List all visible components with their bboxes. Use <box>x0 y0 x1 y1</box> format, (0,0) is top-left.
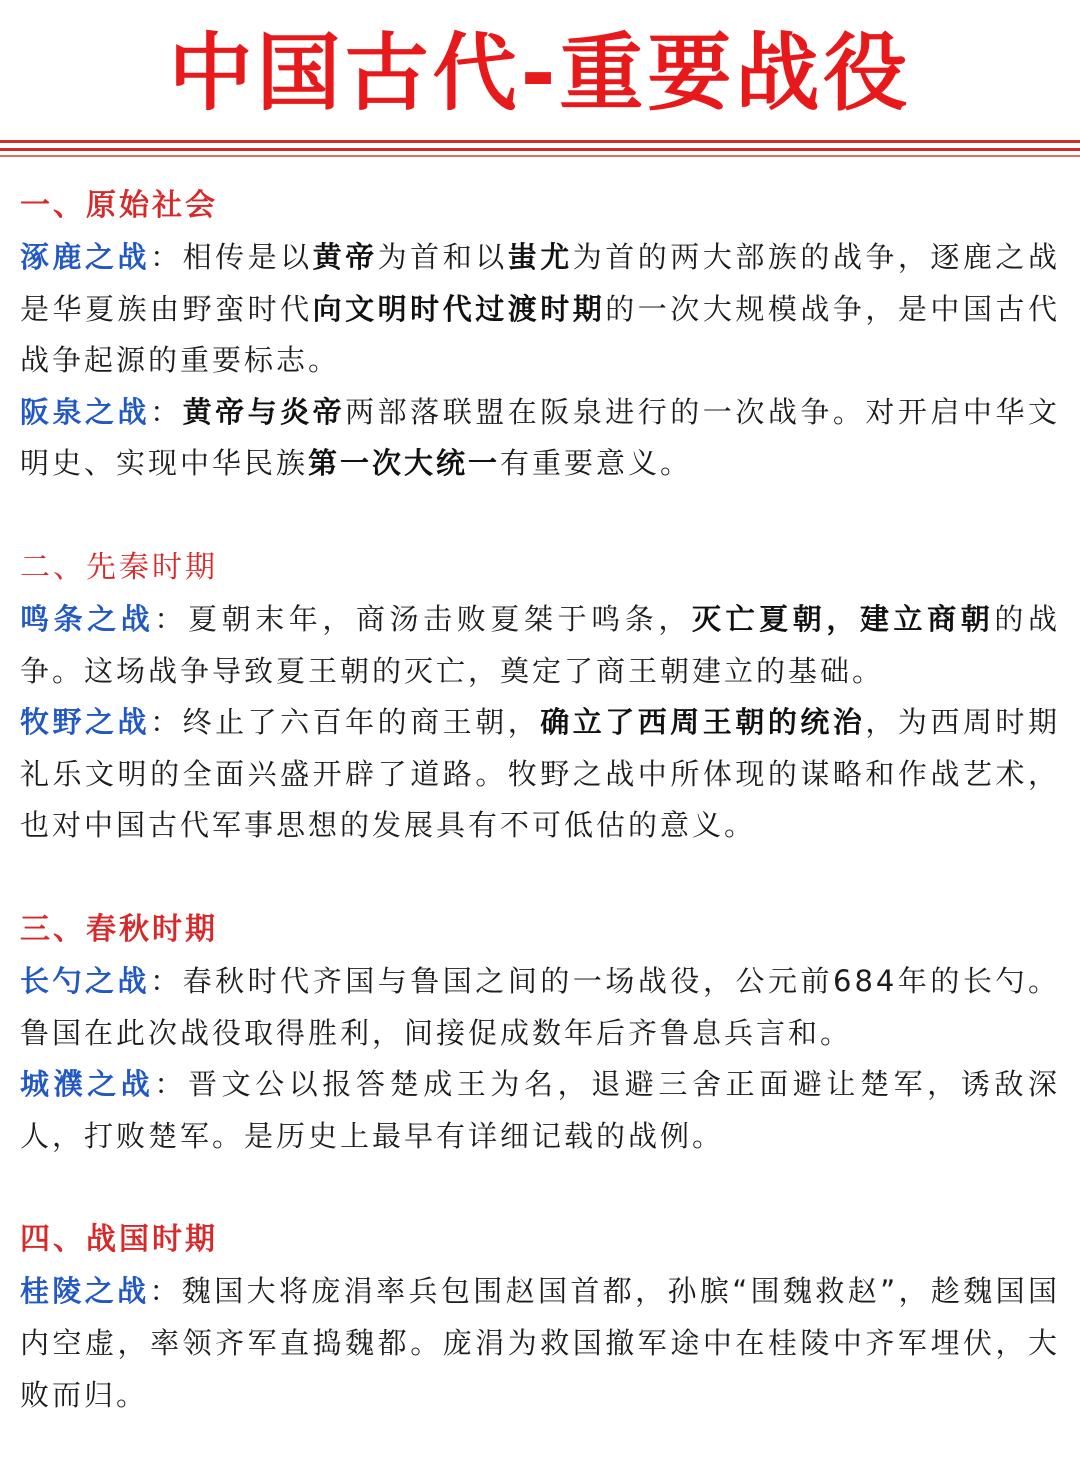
text-segment: 两部落联盟在阪泉进行的一次战争。对开启中华文明史、实现中华民族 <box>20 394 1060 481</box>
colon: ： <box>150 705 183 740</box>
text-segment: 夏朝末年，商汤击败夏桀于鸣条， <box>188 601 692 636</box>
section-heading: 四、战国时期 <box>20 1222 218 1258</box>
battle-name: 桂陵之战 <box>20 1274 150 1309</box>
battle-entry-zhuolu <box>20 232 1060 387</box>
page-title: 中国古代-重要战役 <box>168 24 912 122</box>
battle-name: 长勺之战 <box>20 963 151 998</box>
text-segment: 为首的两大部族的战争，逐鹿之战是华夏族由野蛮时代 <box>20 240 1060 326</box>
text-segment: ，为西周时期礼乐文明的全面兴盛开辟了道路。牧野之战中所体现的谋略和作战艺术，也对中国古代军事思想的发展具有不可低估的意义。 <box>20 705 1060 843</box>
text-segment: 的战争。这场战争导致夏王朝的灭亡，奠定了商王朝建立的基础。 <box>20 601 1060 688</box>
colon: ： <box>150 963 183 998</box>
text-segment: 魏国大将庞涓率兵包围赵国首都，孙膑“围魏救赵”，趁魏国国内空虚，率领齐军直捣魏都。庞涓为救国撤军途中在桂陵中齐军埋伏，大败而归。 <box>20 1274 1060 1412</box>
highlight-text: 第一次大统一 <box>308 446 501 481</box>
colon: ： <box>154 1067 189 1102</box>
section-heading: 一、原始社会 <box>20 188 218 223</box>
highlight-text: 向文明时代过渡时期 <box>312 291 606 326</box>
highlight-text: 灭亡夏朝，建立商朝 <box>691 601 995 636</box>
battle-entry-mingtiao <box>20 594 1060 697</box>
battle-entry-muye <box>20 697 1060 852</box>
colon: ： <box>149 1274 182 1309</box>
highlight-text: 黄帝与炎帝 <box>182 394 346 429</box>
text-segment: 春秋时代齐国与鲁国之间的一场战役，公元前684年的长勺。鲁国在此次战役取得胜利，间接促成数年后齐鲁息兵言和。 <box>20 963 1060 1050</box>
battle-name: 阪泉之战 <box>20 394 151 429</box>
section-primitive-society <box>20 180 1060 490</box>
text-segment: 相传是以 <box>182 240 313 274</box>
battle-name: 鸣条之战 <box>20 601 155 636</box>
text-segment: 有重要意义。 <box>500 446 693 481</box>
section-pre-qin <box>20 542 1060 852</box>
text-segment: 的一次大规模战争，是中国古代战争起源的重要标志。 <box>20 291 1060 378</box>
highlight-text: 确立了西周王朝的统治 <box>540 705 866 740</box>
colon: ： <box>150 394 183 429</box>
text-segment: 晋文公以报答楚成王为名，退避三舍正面避让楚军，诱敌深人，打败楚军。是历史上最早有详细记载的战例。 <box>20 1067 1060 1153</box>
battle-name: 城濮之战 <box>20 1067 155 1102</box>
battle-entry-banquan <box>20 387 1060 490</box>
text-segment: 为首和以 <box>377 240 508 274</box>
section-heading: 二、先秦时期 <box>20 549 218 585</box>
colon: ： <box>150 240 183 274</box>
title-divider <box>0 140 1080 143</box>
highlight-text: 黄帝 <box>312 240 378 274</box>
battle-entry-guiling <box>20 1266 1060 1421</box>
colon: ： <box>154 601 188 636</box>
title-divider <box>0 155 1080 157</box>
battle-entry-changshao <box>20 956 1060 1059</box>
battle-name: 涿鹿之战 <box>20 240 151 274</box>
battle-name: 牧野之战 <box>20 705 151 740</box>
section-warring-states <box>20 1214 1060 1421</box>
text-segment: 终止了六百年的商王朝， <box>182 705 541 740</box>
section-spring-autumn <box>20 904 1060 1162</box>
article-body <box>20 180 1060 1473</box>
section-heading: 三、春秋时期 <box>20 911 218 947</box>
title-divider <box>0 148 1080 151</box>
battle-entry-chengpu <box>20 1059 1060 1162</box>
highlight-text: 蚩尤 <box>507 240 573 274</box>
